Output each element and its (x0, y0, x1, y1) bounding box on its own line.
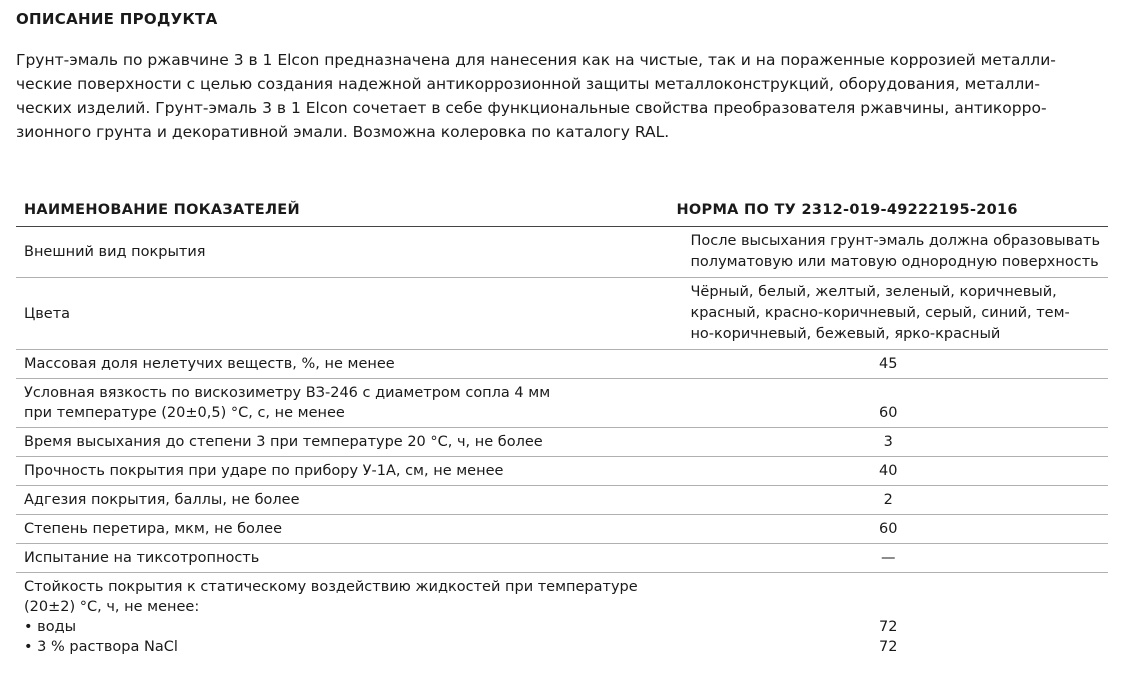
row-name (16, 573, 668, 662)
table-row (16, 515, 1108, 544)
row-value (668, 278, 1108, 350)
row-name: Внешний вид покрытия (16, 227, 668, 278)
row-value: 60 (668, 379, 1108, 428)
row-value-line: 72 (879, 619, 898, 635)
row-value-line: 72 (879, 639, 898, 655)
row-value: 60 (668, 515, 1108, 544)
row-value-line: Чёрный, белый, желтый, зеленый, коричневый, (690, 284, 1057, 300)
table-row (16, 486, 1108, 515)
row-value: 2 (668, 486, 1108, 515)
row-value: 45 (668, 350, 1108, 379)
row-name-line: (20±2) °С, ч, не менее: (24, 599, 200, 615)
row-value-line (676, 577, 1100, 597)
row-name: Массовая доля нелетучих веществ, %, не менее (16, 350, 668, 379)
row-name: Испытание на тиксотропность (16, 544, 668, 573)
row-name-line: • 3 % раствора NaCl (24, 639, 178, 655)
row-value: — (668, 544, 1108, 573)
table-row (16, 350, 1108, 379)
header-norm: НОРМА ПО ТУ 2312-019-49222195-2016 (668, 196, 1108, 227)
table-row (16, 379, 1108, 428)
row-value-line: красный, красно-коричневый, серый, синий, тем- (690, 305, 1070, 321)
row-value: 40 (668, 457, 1108, 486)
row-name-line: Условная вязкость по вискозиметру ВЗ-246 с диаметром сопла 4 мм (24, 385, 551, 401)
row-value-line: полуматовую или матовую однородную поверхность (690, 254, 1099, 270)
description-line: Грунт-эмаль по ржавчине 3 в 1 Elcon предназначена для нанесения как на чистые, так и на пораженные коррозией металли- (16, 51, 1056, 69)
row-value: 3 (668, 428, 1108, 457)
description-line: ческие поверхности с целью создания надежной антикоррозионной защиты металлоконструкций, оборудования, металли- (16, 75, 1040, 93)
header-name: НАИМЕНОВАНИЕ ПОКАЗАТЕЛЕЙ (16, 196, 668, 227)
row-name: Прочность покрытия при ударе по прибору У-1А, см, не менее (16, 457, 668, 486)
row-name: Адгезия покрытия, баллы, не более (16, 486, 668, 515)
row-name-line: при температуре (20±0,5) °С, с, не менее (24, 405, 345, 421)
section-title: ОПИСАНИЕ ПРОДУКТА (16, 10, 218, 28)
row-name: Цвета (16, 278, 668, 350)
row-value (668, 227, 1108, 278)
table-row (16, 457, 1108, 486)
row-name-line: Стойкость покрытия к статическому воздействию жидкостей при температуре (24, 579, 638, 595)
row-value-line: но-коричневый, бежевый, ярко-красный (690, 326, 1001, 342)
table-row (16, 544, 1108, 573)
description-line: зионного грунта и декоративной эмали. Возможна колеровка по каталогу RAL. (16, 123, 670, 141)
row-name: Степень перетира, мкм, не более (16, 515, 668, 544)
row-name (16, 379, 668, 428)
table-row (16, 227, 1108, 278)
description-line: ческих изделий. Грунт-эмаль 3 в 1 Elcon сочетает в себе функциональные свойства преобразователя ржавчины, антикорро- (16, 99, 1047, 117)
table-header-row (16, 196, 1108, 227)
table-row (16, 573, 1108, 662)
product-description (16, 48, 1108, 144)
table-row (16, 428, 1108, 457)
specifications-table (16, 196, 1108, 661)
row-value (668, 573, 1108, 662)
row-name-line: • воды (24, 619, 77, 635)
table-row (16, 278, 1108, 350)
row-name: Время высыхания до степени 3 при температуре 20 °С, ч, не более (16, 428, 668, 457)
row-value-line (676, 597, 1100, 617)
row-value-line: После высыхания грунт-эмаль должна образовывать (690, 233, 1100, 249)
